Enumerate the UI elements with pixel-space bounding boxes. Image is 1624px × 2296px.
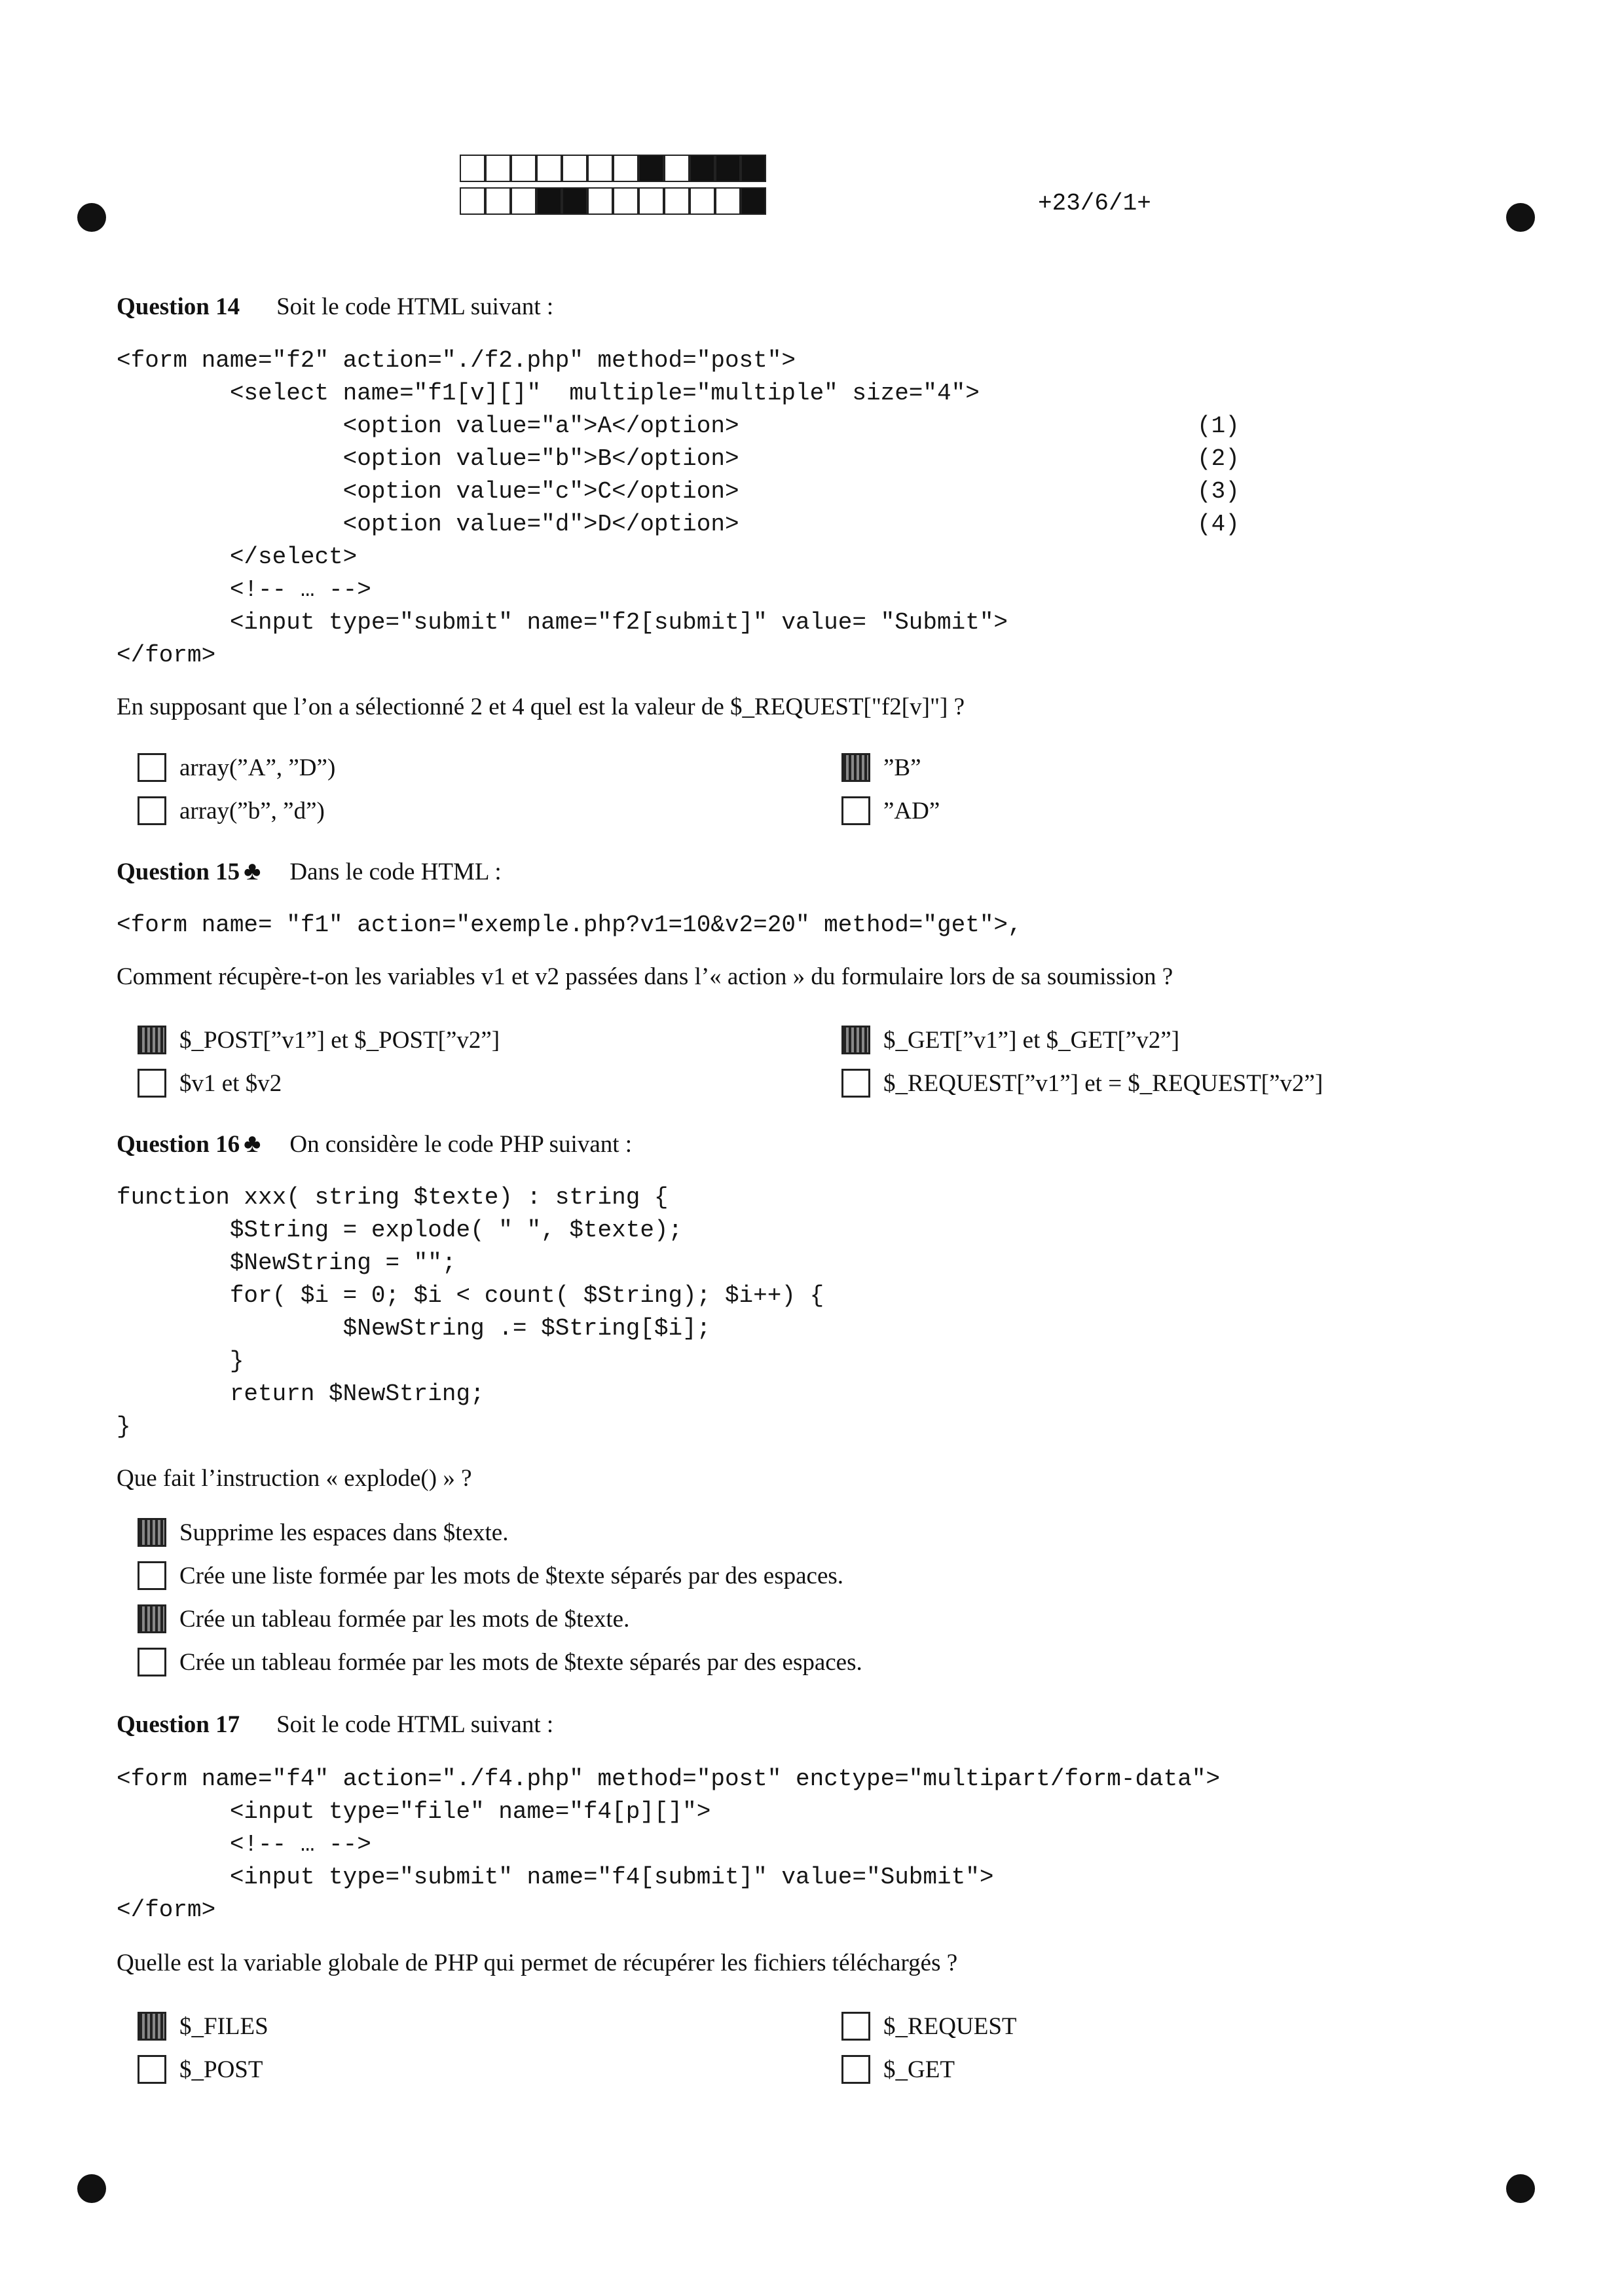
answer-option[interactable] <box>841 2055 955 2084</box>
question-text: Soit le code HTML suivant : <box>276 293 554 320</box>
code-line: </select> <box>117 544 358 570</box>
registration-mark-bottom-right <box>1506 2174 1535 2203</box>
answer-checkbox[interactable] <box>138 1604 166 1633</box>
answer-label: $_REQUEST <box>883 2012 1017 2040</box>
code-line: <form name="f4" action="./f4.php" method="post" enctype="multipart/form-data"> <box>117 1766 1221 1792</box>
question-text: Dans le code HTML : <box>289 859 502 885</box>
barcode-cell <box>741 155 766 182</box>
answer-checkbox[interactable] <box>138 753 166 782</box>
code-line: $NewString = ""; <box>117 1250 456 1276</box>
answer-checkbox[interactable] <box>138 1648 166 1676</box>
code-line: </form> <box>117 1897 216 1923</box>
barcode-cell <box>587 155 613 182</box>
code-line: <input type="file" name="f4[p][]"> <box>117 1798 711 1825</box>
barcode-cell <box>715 187 741 215</box>
answer-label: $_POST <box>179 2056 263 2083</box>
answer-option[interactable] <box>138 796 325 825</box>
code-block-q15 <box>117 909 1022 942</box>
code-line: <input type="submit" name="f4[submit]" value="Submit"> <box>117 1864 994 1891</box>
code-line: for( $i = 0; $i < count( $String); $i++) { <box>117 1282 824 1309</box>
barcode-cell <box>460 187 485 215</box>
barcode-cell <box>587 187 613 215</box>
answer-label: $_REQUEST[”v1”] et = $_REQUEST[”v2”] <box>883 1069 1323 1097</box>
option-number: (1) <box>1197 413 1240 439</box>
code-line: } <box>117 1348 244 1375</box>
barcode-row-2 <box>460 187 766 217</box>
answer-option[interactable] <box>138 1604 629 1633</box>
code-line: <option value="c">C</option> (3) <box>117 475 1008 508</box>
answer-label: $v1 et $v2 <box>179 1069 282 1097</box>
code-line: <input type="submit" name="f2[submit]" value= "Submit"> <box>117 609 1008 636</box>
answer-label: Crée un tableau formée par les mots de $texte séparés par des espaces. <box>179 1648 862 1676</box>
barcode-cell <box>638 187 664 215</box>
barcode-cell <box>664 155 690 182</box>
answer-label: array(”b”, ”d”) <box>179 797 325 824</box>
question-16-prompt: Que fait l’instruction « explode() » ? <box>117 1465 472 1492</box>
code-line: <option value="a">A</option> (1) <box>117 410 1008 443</box>
option-number: (2) <box>1197 445 1240 472</box>
code-line: } <box>117 1413 131 1440</box>
question-label: Question 15 <box>117 859 240 885</box>
barcode-cell <box>613 155 638 182</box>
answer-option[interactable] <box>138 1518 508 1547</box>
code-line: <option value="b">B</option> (2) <box>117 443 1008 475</box>
answer-checkbox[interactable] <box>138 1518 166 1547</box>
code-line: <select name="f1[v][]" multiple="multiple" size="4"> <box>117 380 980 407</box>
code-line: return $NewString; <box>117 1380 485 1407</box>
barcode-cell <box>485 187 511 215</box>
question-15-header <box>117 855 502 886</box>
option-number: (4) <box>1197 511 1240 538</box>
barcode-cell <box>638 155 664 182</box>
club-icon: ♣ <box>244 1128 261 1158</box>
question-14-header <box>117 293 553 321</box>
answer-checkbox[interactable] <box>841 1069 870 1098</box>
answer-label: $_GET <box>883 2056 955 2083</box>
barcode-cell <box>664 187 690 215</box>
code-line: <!-- … --> <box>117 1831 371 1858</box>
barcode-cell <box>690 187 715 215</box>
answer-label: Supprime les espaces dans $texte. <box>179 1519 509 1546</box>
answer-label: $_GET[”v1”] et $_GET[”v2”] <box>883 1026 1180 1054</box>
answer-option[interactable] <box>138 1648 862 1676</box>
barcode-cell <box>715 155 741 182</box>
question-15-prompt: Comment récupère-t-on les variables v1 et v2 passées dans l’« action » du formulaire lors de sa soumission ? <box>117 963 1173 990</box>
answer-checkbox[interactable] <box>841 1026 870 1054</box>
question-label: Question 14 <box>117 293 240 320</box>
sheet-id: +23/6/1+ <box>1038 190 1151 217</box>
barcode-cell <box>511 187 536 215</box>
barcode-cell <box>536 187 562 215</box>
code-line: function xxx( string $texte) : string { <box>117 1184 669 1211</box>
answer-option[interactable] <box>841 796 940 825</box>
registration-mark-top-right <box>1506 203 1535 232</box>
question-label: Question 17 <box>117 1711 240 1738</box>
answer-label: array(”A”, ”D”) <box>179 754 336 781</box>
answer-option[interactable] <box>138 1026 500 1054</box>
question-text: On considère le code PHP suivant : <box>289 1131 633 1158</box>
answer-checkbox[interactable] <box>841 2012 870 2041</box>
answer-label: Crée un tableau formée par les mots de $texte. <box>179 1605 630 1633</box>
barcode-cell <box>511 155 536 182</box>
answer-checkbox[interactable] <box>138 1026 166 1054</box>
question-text: Soit le code HTML suivant : <box>276 1711 554 1738</box>
answer-label: Crée une liste formée par les mots de $texte séparés par des espaces. <box>179 1562 844 1589</box>
answer-option[interactable] <box>841 1026 1179 1054</box>
code-line: <option value="d">D</option> (4) <box>117 508 1008 541</box>
barcode-cell <box>562 187 587 215</box>
question-14-prompt: En supposant que l’on a sélectionné 2 et 4 quel est la valeur de $_REQUEST["f2[v]"] ? <box>117 694 965 720</box>
barcode-cell <box>460 155 485 182</box>
answer-option[interactable] <box>841 2012 1017 2041</box>
answer-checkbox[interactable] <box>841 796 870 825</box>
code-line: <form name="f2" action="./f2.php" method="post"> <box>117 347 796 374</box>
answer-option[interactable] <box>138 1561 843 1590</box>
answer-option[interactable] <box>138 2055 263 2084</box>
answer-checkbox[interactable] <box>138 2012 166 2041</box>
code-line: <!-- … --> <box>117 576 371 603</box>
code-line: $NewString .= $String[$i]; <box>117 1315 711 1342</box>
code-line: $String = explode( " ", $texte); <box>117 1217 683 1244</box>
barcode-cell <box>613 187 638 215</box>
option-number: (3) <box>1197 478 1240 505</box>
answer-checkbox[interactable] <box>138 1561 166 1590</box>
answer-option[interactable] <box>841 753 921 782</box>
registration-mark-top-left <box>77 203 106 232</box>
answer-label: $_POST[”v1”] et $_POST[”v2”] <box>179 1026 500 1054</box>
answer-checkbox[interactable] <box>841 753 870 782</box>
answer-label: ”B” <box>883 754 921 781</box>
code-line: </form> <box>117 642 216 669</box>
answer-option[interactable] <box>138 1069 282 1098</box>
barcode-row-1 <box>460 155 766 185</box>
barcode-cell <box>485 155 511 182</box>
answer-option[interactable] <box>841 1069 1323 1098</box>
barcode-cell <box>536 155 562 182</box>
registration-mark-bottom-left <box>77 2174 106 2203</box>
answer-label: ”AD” <box>883 797 940 824</box>
code-line: <form name= "f1" action="exemple.php?v1=10&v2=20" method="get">, <box>117 912 1022 938</box>
code-block-q14 <box>117 344 1240 672</box>
answer-label: $_FILES <box>179 2012 268 2040</box>
question-17-prompt: Quelle est la variable globale de PHP qui permet de récupérer les fichiers téléchargés ? <box>117 1950 958 1976</box>
answer-option[interactable] <box>138 2012 268 2041</box>
question-16-header <box>117 1128 632 1158</box>
barcode-cell <box>562 155 587 182</box>
code-block-q16 <box>117 1181 824 1443</box>
code-block-q17 <box>117 1763 1220 1927</box>
answer-checkbox[interactable] <box>138 1069 166 1098</box>
barcode-cell <box>690 155 715 182</box>
answer-checkbox[interactable] <box>841 2055 870 2084</box>
answer-option[interactable] <box>138 753 335 782</box>
answer-checkbox[interactable] <box>138 2055 166 2084</box>
barcode-cell <box>741 187 766 215</box>
question-label: Question 16 <box>117 1131 240 1158</box>
club-icon: ♣ <box>244 856 261 885</box>
question-17-header <box>117 1711 553 1739</box>
answer-checkbox[interactable] <box>138 796 166 825</box>
